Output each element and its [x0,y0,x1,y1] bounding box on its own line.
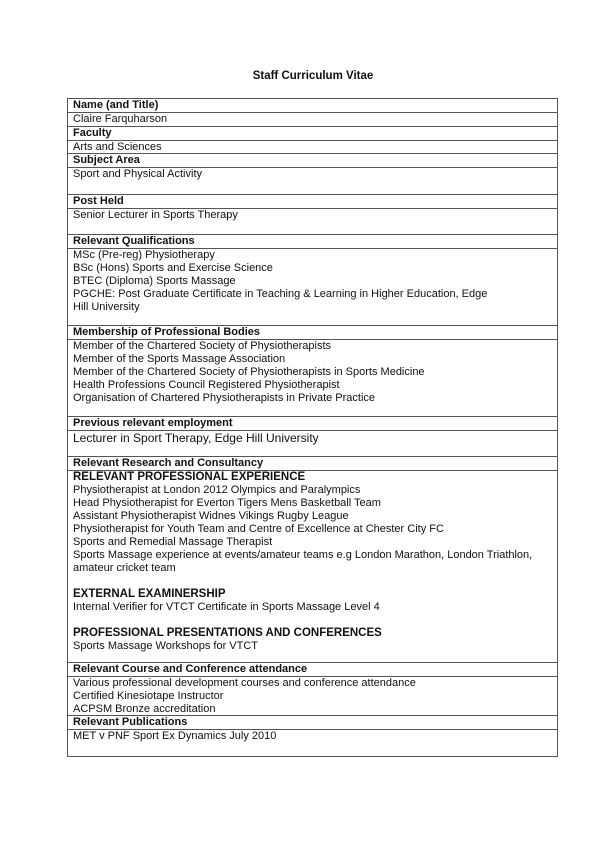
qualification-item: BSc (Hons) Sports and Exercise Science [73,262,273,274]
membership-item: Health Professions Council Registered Physiotherapist [73,379,340,391]
experience-item: Physiotherapist at London 2012 Olympics and Paralympics [73,484,361,496]
name-value [68,113,557,127]
examinership-item: Internal Verifier for VTCT Certificate in Sports Massage Level 4 [73,601,380,613]
spacer [73,575,552,588]
subject-area-value [68,168,557,195]
experience-item: Sports and Remedial Massage Therapist [73,536,273,548]
presentation-item: Sports Massage Workshops for VTCT [73,640,259,652]
course-item: Certified Kinesiotape Instructor [73,690,224,702]
previous-employment-heading: Previous relevant employment [68,417,557,431]
course-item: ACPSM Bronze accreditation [73,703,216,715]
faculty-value [68,141,557,154]
subject-area-heading: Subject Area [68,154,557,168]
publications-heading: Relevant Publications [68,716,557,730]
faculty-text: Arts and Sciences [73,141,162,153]
qualifications-list [68,249,557,326]
qualification-item: PGCHE: Post Graduate Certificate in Teaching & Learning in Higher Education, Edge Hill University [73,288,488,313]
previous-employment-value [68,431,557,457]
memberships-list [68,340,557,417]
subject-area-text: Sport and Physical Activity [73,168,203,180]
course-item: Various professional development courses and conference attendance [73,677,416,689]
experience-item: Physiotherapist for Youth Team and Centre of Excellence at Chester City FC [73,523,444,535]
qualifications-heading: Relevant Qualifications [68,235,557,249]
membership-item: Member of the Chartered Society of Physiotherapists in Sports Medicine [73,366,425,378]
name-text: Claire Farquharson [73,113,168,125]
experience-item: Sports Massage experience at events/amateur teams e.g London Marathon, London Triathlon, amateur cricket team [73,549,533,574]
experience-item: Head Physiotherapist for Everton Tigers Mens Basketball Team [73,497,381,509]
publications-list [68,730,557,756]
research-content [68,471,557,663]
professional-experience-subheading: RELEVANT PROFESSIONAL EXPERIENCE [73,471,306,483]
name-heading: Name (and Title) [68,99,557,113]
membership-item: Member of the Sports Massage Association [73,353,286,365]
external-examinership-subheading: EXTERNAL EXAMINERSHIP [73,588,226,600]
qualification-item: BTEC (Diploma) Sports Massage [73,275,236,287]
membership-item: Member of the Chartered Society of Physiotherapists [73,340,332,352]
faculty-heading: Faculty [68,127,557,141]
presentations-subheading: PROFESSIONAL PRESENTATIONS AND CONFERENCES [73,627,382,639]
publication-item: MET v PNF Sport Ex Dynamics July 2010 [73,730,277,742]
course-attendance-heading: Relevant Course and Conference attendance [68,663,557,677]
post-held-heading: Post Held [68,195,557,209]
previous-employment-text: Lecturer in Sport Therapy, Edge Hill University [73,431,319,445]
post-held-text: Senior Lecturer in Sports Therapy [73,209,238,221]
qualification-item: MSc (Pre-reg) Physiotherapy [73,249,215,261]
post-held-value [68,209,557,235]
research-heading: Relevant Research and Consultancy [68,457,557,471]
document-title: Staff Curriculum Vitae [252,70,374,82]
membership-item: Organisation of Chartered Physiotherapists in Private Practice [73,392,376,404]
course-attendance-list [68,677,557,716]
cv-table [67,98,558,757]
experience-item: Assistant Physiotherapist Widnes Vikings Rugby League [73,510,349,522]
spacer [73,614,552,627]
memberships-heading: Membership of Professional Bodies [68,326,557,340]
